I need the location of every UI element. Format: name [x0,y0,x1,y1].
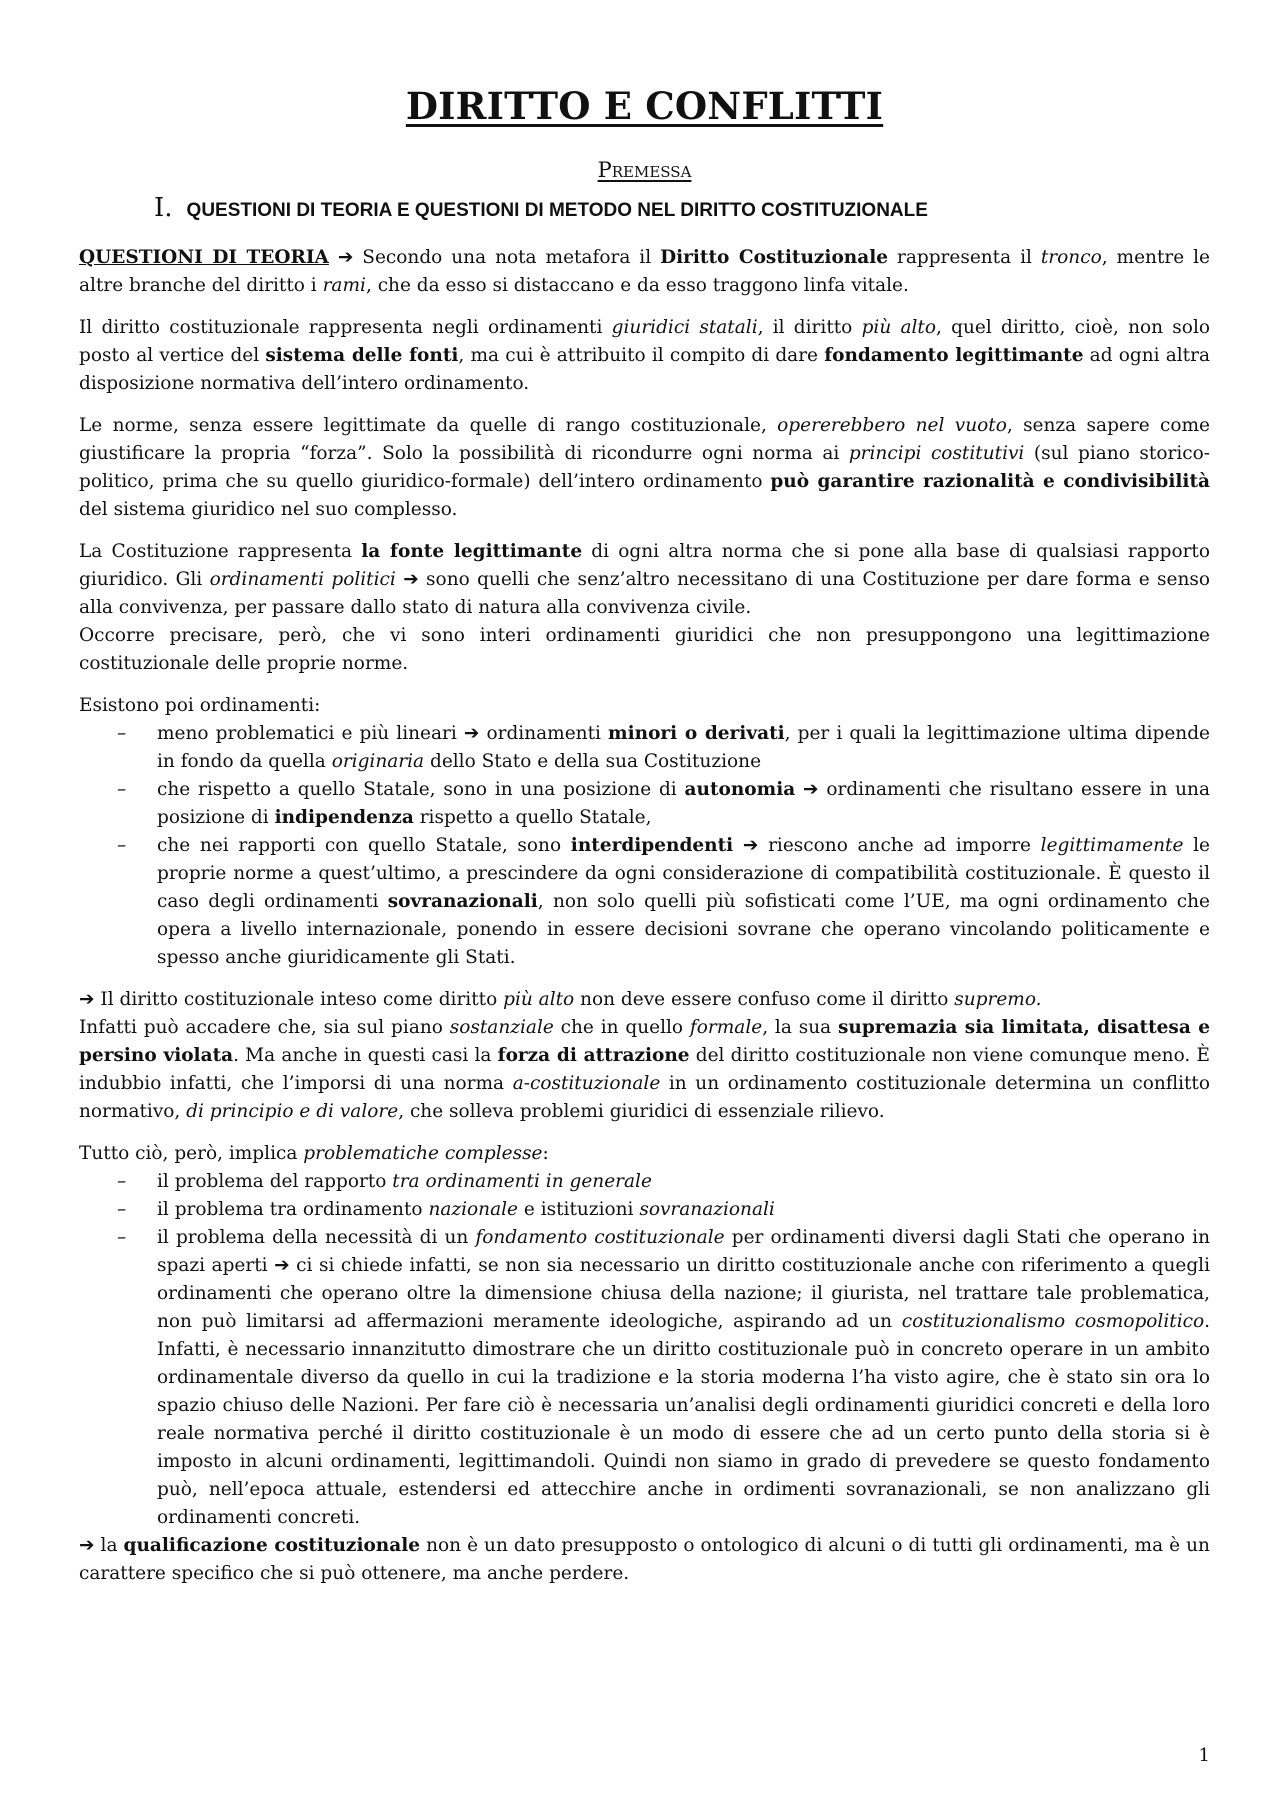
list-intro: Esistono poi ordinamenti: [79,695,321,716]
paragraph-diritto-piu-alto: Il diritto costituzionale rappresenta negli ordinamenti giuridici statali, il diritto più alto, quel diritto, cioè, non solo posto al vertice del sistema delle fonti, ma cui è attribuito il compito di dare fondamento legittimante ad ogni altra disposizione normativa dell’intero ordinamento. [79,317,1210,394]
paragraph-norme: Le norme, senza essere legittimate da quelle di rango costituzionale, opererebbero nel vuoto, senza sapere come giustificare la propria “forza”. Solo la possibilità di ricondurre ogni norma ai principi costitutivi (sul piano storico-politico, prima che su quello giuridico-formale) dell’intero ordinamento può garantire razionalità e condivisibilità del sistema giuridico nel suo complesso. [79,415,1210,520]
arrow-icon: ➔ [337,247,354,268]
list-item: – il problema della necessità di un fondamento costituzionale per ordinamenti diversi dagli Stati che operano in spazi aperti ➔ ci si chiede infatti, se non sia necessario un diritto costituzionale anche con riferimento a quegli ordinamenti che operano oltre la dimensione chiusa della nazione; il giurista, nel trattare tale problematica, non può limitarsi ad affermazioni meramente ideologiche, aspirando ad un costituzionalismo cosmopolitico. Infatti, è necessario innanzitutto dimostrare che un diritto costituzionale può in concreto operare in un ambito ordinamentale diverso da quello in cui la tradizione e la storia moderna l’ha visto agire, che è stato sin ora lo spazio chiuso delle Nazioni. Per fare ciò è necessaria un’analisi degli ordinamenti giuridici concreti e della loro reale normativa perché il diritto costituzionale è un modo di essere che ad un certo punto della storia si è imposto in alcuni ordinamenti, legittimandoli. Quindi non siamo in grado di prevedere se questo fondamento può, nell’epoca attuale, estendersi ed attecchire anche in ordimenti sovranazionali, se non analizzano gli ordinamenti concreti. [79,1224,1210,1532]
document-title: DIRITTO E CONFLITTI [405,84,884,128]
paragraph-costituzione: La Costituzione rappresenta la fonte legittimante di ogni altra norma che si pone alla base di qualsiasi rapporto giuridico. Gli ordinamenti politici ➔ sono quelli che senz’altro necessitano di una Costituzione per dare forma e senso alla convivenza, per passare dallo stato di natura alla convivenza civile. [79,541,1211,618]
list-intro: Tutto ciò, però, implica problematiche complesse: [79,1143,549,1164]
paragraph-qualificazione: ➔ la qualificazione costituzionale non è un dato presupposto o ontologico di alcuni o di tutti gli ordinamenti, ma è un carattere specifico che si può ottenere, ma anche perdere. [79,1535,1210,1584]
arrow-icon: ➔ [79,1535,95,1556]
section-heading [154,194,928,225]
document-subtitle: Premessa [597,158,692,182]
arrow-icon: ➔ [79,989,95,1010]
list-item: – meno problematici e più lineari ➔ ordinamenti minori o derivati, per i quali la legittimazione ultima dipende in fondo da quella originaria dello Stato e della sua Costituzione [79,720,1210,776]
arrow-icon: ➔ [403,569,419,590]
arrow-icon: ➔ [463,723,480,744]
list-item: – il problema tra ordinamento nazionale e istituzioni sovranazionali [79,1196,1210,1224]
section-heading-text: QUESTIONI DI TEORIA E QUESTIONI DI METODO NEL DIRITTO COSTITUZIONALE [186,200,928,221]
paragraph-precisazione: Occorre precisare, però, che vi sono interi ordinamenti giuridici che non presuppongono una legittimazione costituzionale delle proprie norme. [79,625,1210,674]
paragraph-questioni-di-teoria: QUESTIONI DI TEORIA ➔ Secondo una nota metafora il Diritto Costituzionale rappresenta il tronco, mentre le altre branche del diritto i rami, che da esso si distaccano e da esso traggono linfa vitale. [79,247,1210,296]
document-body [79,244,1210,1588]
list-item: – che rispetto a quello Statale, sono in una posizione di autonomia ➔ ordinamenti che risultano essere in una posizione di indipendenza rispetto a quello Statale, [79,776,1210,832]
section-number: I. [154,193,173,223]
paragraph-supremazia: Infatti può accadere che, sia sul piano sostanziale che in quello formale, la sua supremazia sia limitata, disattesa e persino violata. Ma anche in questi casi la forza di attrazione del diritto costituzionale non viene comunque meno. È indubbio infatti, che l’imporsi di una norma a-costituzionale in un ordinamento costituzionale determina un conflitto normativo, di principio e di valore, che solleva problemi giuridici di essenziale rilievo. [79,1017,1211,1122]
arrow-icon: ➔ [742,835,759,856]
arrow-icon: ➔ [803,779,819,800]
arrow-icon: ➔ [274,1255,290,1276]
page-number: 1 [1198,1745,1210,1766]
list-item: – il problema del rapporto tra ordinamenti in generale [79,1168,1210,1196]
paragraph-diritto-supremo: ➔ Il diritto costituzionale inteso come diritto più alto non deve essere confuso come il diritto supremo. [79,989,1042,1010]
paragraph-label: QUESTIONI DI TEORIA [79,247,329,268]
problematiche-list [79,1168,1210,1532]
ordinamenti-list [79,720,1210,972]
list-item: – che nei rapporti con quello Statale, sono interdipendenti ➔ riescono anche ad imporre legittimamente le proprie norme a quest’ultimo, a prescindere da ogni considerazione di compatibilità costituzionale. È questo il caso degli ordinamenti sovranazionali, non solo quelli più sofisticati come l’UE, ma ogni ordinamento che opera a livello internazionale, ponendo in essere decisioni sovrane che operano vincolando politicamente e spesso anche giuridicamente gli Stati. [79,832,1210,972]
